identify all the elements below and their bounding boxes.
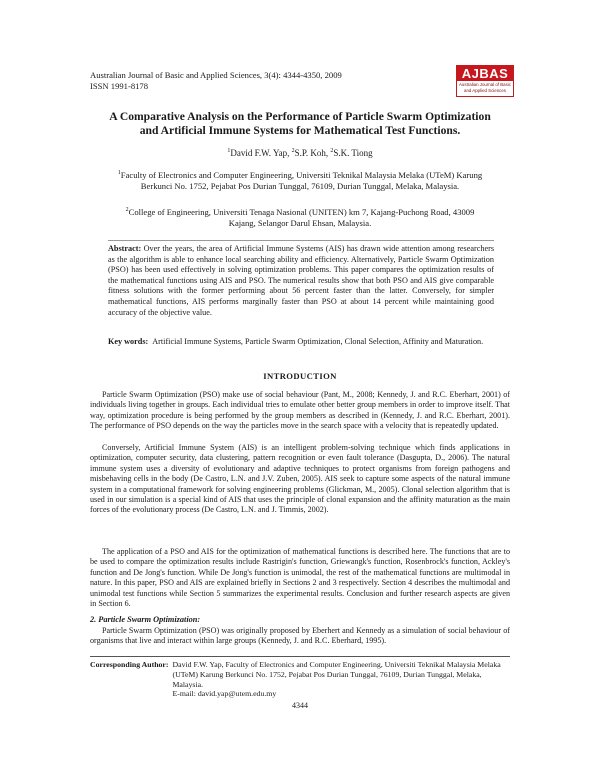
paper-title: A Comparative Analysis on the Performance of Particle Swarm Optimization and Artificial Immune Systems for Mathematical Test Functions. xyxy=(109,110,491,137)
section-2-heading: 2. Particle Swarm Optimization: xyxy=(90,615,201,624)
affiliation-2-mark: 2 xyxy=(125,207,129,214)
author-list xyxy=(100,148,500,159)
introduction-paragraph-3: The application of a PSO and AIS for the optimization of mathematical functions is described here. The functions that are to be used to compare the optimization results include Rastrigin's function, Griewangk's function, Rosenbrock's function, Ackley's function and De Jong's function. While De Jong's function is unimodal, the rest of the mathematical functions are multimodal in nature. In this paper, PSO and AIS are explained briefly in Sections 2 and 3 respectively. Section 4 describes the multimodal and unimodal test functions while Section 5 summarizes the experimental results. Conclusion and further research aspects are given in Section 6. xyxy=(90,547,510,609)
affiliation-2 xyxy=(115,207,485,230)
affiliation-2-text: College of Engineering, Universiti Tenaga Nasional (UNITEN) km 7, Kajang-Puchong Road, 43009 Kajang, Selangor Darul Ehsan, Malaysia. xyxy=(128,207,475,229)
author-2-affiliation-mark: 2 xyxy=(291,148,295,154)
keywords-text: Artificial Immune Systems, Particle Swarm Optimization, Clonal Selection, Affinity and Maturation. xyxy=(152,337,484,346)
corresponding-author-details xyxy=(173,660,511,699)
affiliation-1-text: Faculty of Electronics and Computer Engineering, Universiti Teknikal Malaysia Melaka (UTeM) Karung Berkunci No. 1752, Pejabat Pos Durian Tunggal, 76109, Durian Tunggal, Melaka, Malaysia. xyxy=(120,170,483,192)
journal-logo xyxy=(456,65,514,97)
author-3-affiliation-mark: 2 xyxy=(330,148,334,154)
page-number: 4344 xyxy=(292,701,308,710)
logo-text: AJBAS xyxy=(457,66,513,81)
abstract xyxy=(108,240,494,318)
section-2-paragraph-1: Particle Swarm Optimization (PSO) was originally proposed by Eberhert and Kennedy as a simulation of social behaviour of organisms that live and interact within large groups (Kennedy, J. and R.C. Eberhard, 1995). xyxy=(90,626,510,646)
logo-subtext: Australian Journal of Basic and Applied Sciences xyxy=(459,82,511,93)
author-1-affiliation-mark: 1 xyxy=(227,148,231,154)
affiliation-1 xyxy=(115,170,485,193)
introduction-paragraph-1: Particle Swarm Optimization (PSO) make use of social behaviour (Pant, M., 2008; Kennedy, J. and R.C. Eberhart, 2001) of individuals living together in groups. Each individual tries to emulate other better group members in order to improve itself. That way, optimization procedure is being performed by the group members as described in (Kennedy, J. and R.C. Eberhart, 2001). The performance of PSO depends on the way the particles move in the search space with a velocity that is repeatedly updated. xyxy=(90,390,510,431)
corresponding-author-label: Corresponding Author: xyxy=(90,660,169,669)
abstract-label: Abstract: xyxy=(108,244,142,253)
introduction-paragraph-2: Conversely, Artificial Immune System (AIS) is an intelligent problem-solving technique which finds applications in optimization, computer security, data clustering, pattern recognition or even fault tolerance (Dasgupta, D., 2006). The natural immune system uses a diversity of evolutionary and adaptive techniques to protect organisms from foreign pathogens and misbehaving cells in the body (De Castro, L.N. and J.V. Zuben, 2005). AIS seek to capture some aspects of the natural immune system in a computational framework for solving engineering problems (Glickman, M., 2005). Clonal selection algorithm that is used in our simulation is a special kind of AIS that uses the principle of clonal expansion and the affinity maturation as the main forces of the evolutionary process (De Castro, L.N. and J. Timmis, 2002). xyxy=(90,443,510,515)
corresponding-author-email: E-mail: david.yap@utem.edu.my xyxy=(172,689,277,699)
journal-citation xyxy=(90,70,342,92)
introduction-heading: INTRODUCTION xyxy=(263,371,337,381)
footnote-divider xyxy=(90,656,510,657)
author-1: David F.W. Yap, xyxy=(230,148,292,158)
journal-line: Australian Journal of Basic and Applied Sciences, 3(4): 4344-4350, 2009 xyxy=(90,70,342,80)
corresponding-author-address: David F.W. Yap, Faculty of Electronics and Computer Engineering, Universiti Teknikal Malaysia Melaka (UTeM) Karung Berkunci No. 1752, Pejabat Pos Durian Tunggal, 76109, Durian Tunggal, Melaka, Malaysia. xyxy=(172,660,501,689)
keywords-label: Key words: xyxy=(108,337,149,346)
affiliation-1-mark: 1 xyxy=(117,170,121,177)
abstract-text: Over the years, the area of Artificial Immune Systems (AIS) has drawn wide attention among researchers as the algorithm is able to enhance local searching ability and efficiency. Alternatively, Particle Swarm Optimization (PSO) has been used effectively in solving optimization problems. This paper compares the optimization results of the mathematical functions using AIS and PSO. The numerical results show that both PSO and AIS give comparable fitness solutions with the former performing about 56 percent faster than the latter. Conversely, for simpler mathematical functions, AIS performs marginally faster than PSO at about 14 percent while maintaining good accuracy of the objective value. xyxy=(108,244,495,317)
issn-line: ISSN 1991-8178 xyxy=(90,81,149,91)
author-2: S.P. Koh, xyxy=(294,148,331,158)
keywords xyxy=(108,337,494,348)
corresponding-author-note xyxy=(90,660,510,699)
author-3: S.K. Tiong xyxy=(333,148,373,158)
